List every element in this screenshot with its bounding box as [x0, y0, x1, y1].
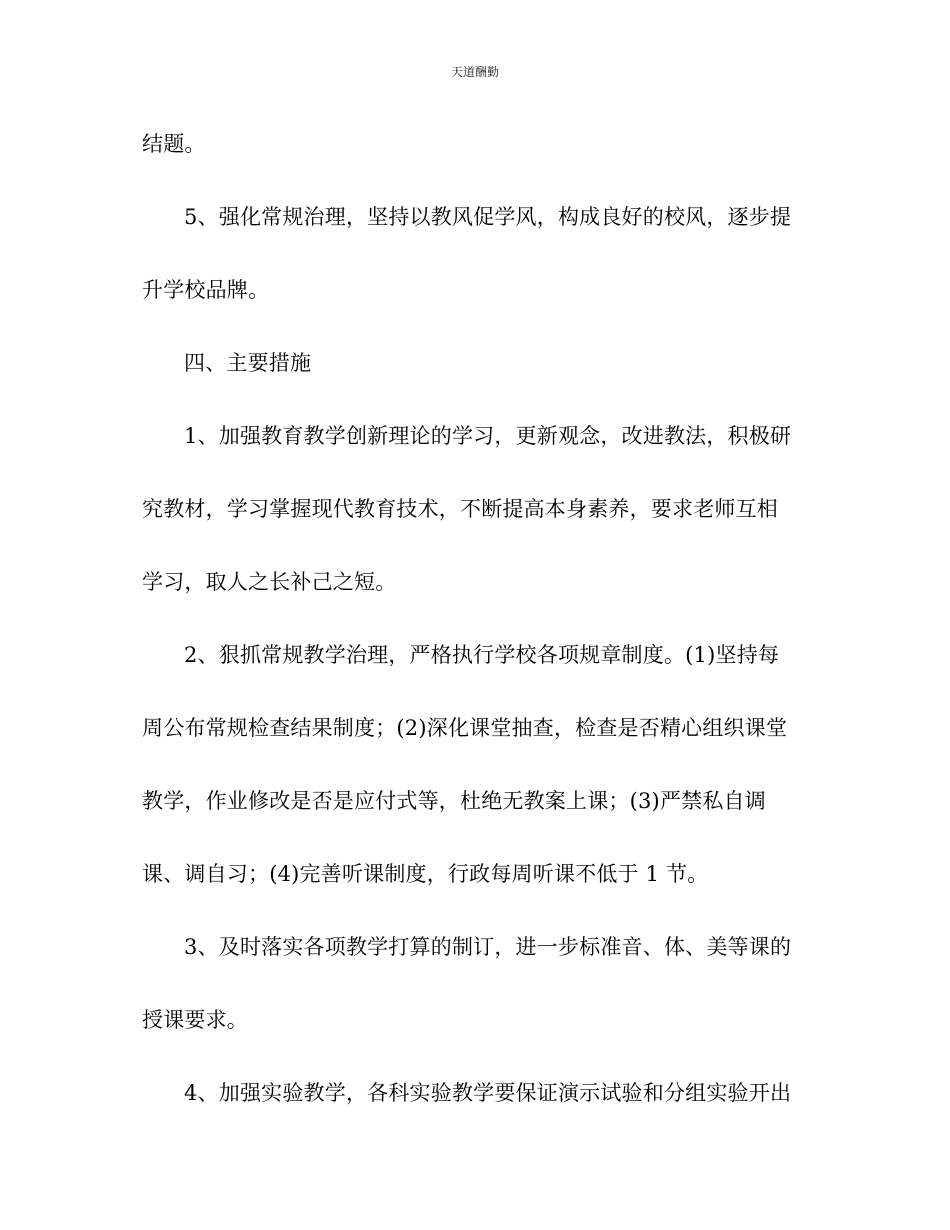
text-line: 授课要求。 — [142, 1008, 248, 1032]
text-line: 教学，作业修改是否是应付式等，杜绝无教案上课；(3)严禁私自调 — [142, 789, 766, 813]
text-line: 周公布常规检查结果制度；(2)深化课堂抽查，检查是否精心组织课堂 — [142, 716, 788, 740]
text-line: 课、调自习；(4)完善听课制度，行政每周听课不低于 1 节。 — [142, 862, 709, 886]
document-body — [142, 126, 812, 1148]
text-line: 升学校品牌。 — [142, 278, 270, 302]
text-line: 5、强化常规治理，坚持以教风促学风，构成良好的校风，逐步提 — [184, 205, 792, 229]
text-line: 4、加强实验教学，各科实验教学要保证演示试验和分组实验开出 — [184, 1081, 792, 1105]
text-line: 1、加强教育教学创新理论的学习，更新观念，改进教法，积极研 — [184, 424, 792, 448]
section-heading: 四、主要措施 — [184, 351, 312, 375]
text-line: 结题。 — [142, 132, 206, 156]
text-line: 学习，取人之长补己之短。 — [142, 570, 397, 594]
page-header: 天道酬勤 — [450, 65, 499, 79]
text-line: 究教材，学习掌握现代教育技术，不断提高本身素养，要求老师互相 — [142, 497, 778, 521]
text-line: 3、及时落实各项教学打算的制订，进一步标准音、体、美等课的 — [184, 935, 792, 959]
text-line: 2、狠抓常规教学治理，严格执行学校各项规章制度。(1)坚持每 — [184, 643, 780, 667]
